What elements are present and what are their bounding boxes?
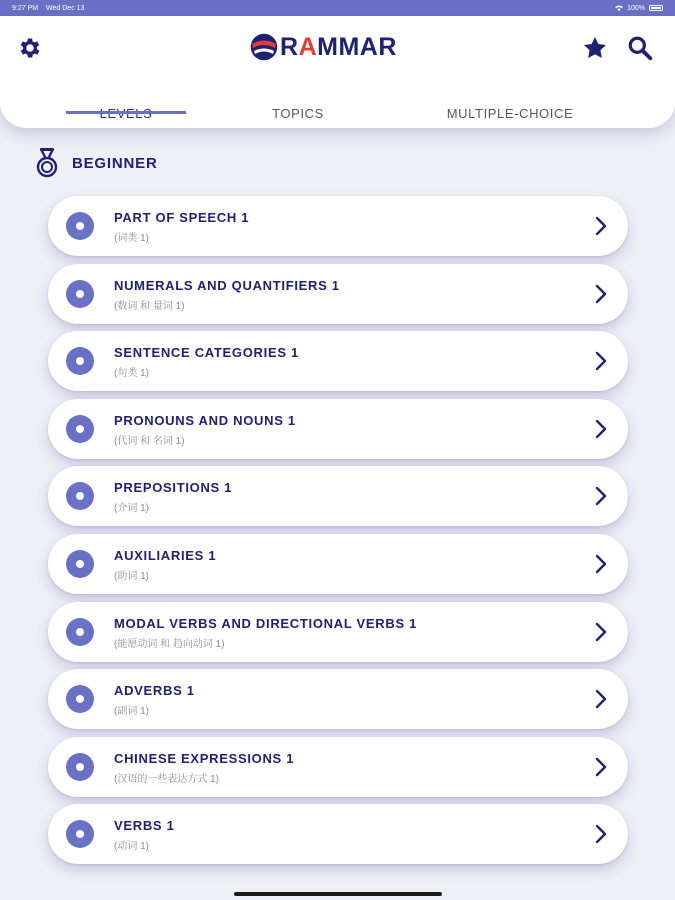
item-title: CHINESE EXPRESSIONS 1: [114, 750, 295, 766]
search-icon: [627, 35, 653, 61]
bullet-icon: [66, 482, 94, 510]
status-bar: [0, 0, 675, 16]
bullet-icon: [66, 753, 94, 781]
item-subtitle: (动词 1): [114, 841, 149, 853]
battery-icon: [649, 5, 663, 11]
settings-button[interactable]: [14, 32, 46, 64]
item-title: SENTENCE CATEGORIES 1: [114, 345, 299, 361]
app-logo: [248, 28, 397, 66]
active-tab-indicator: [66, 111, 186, 114]
item-subtitle: (词类 1): [114, 233, 149, 244]
status-date: Wed Dec 13: [46, 4, 85, 12]
bullet-icon: [66, 280, 94, 308]
home-indicator[interactable]: [234, 892, 442, 896]
list-item[interactable]: [48, 399, 628, 459]
chevron-right-icon: [594, 215, 608, 237]
item-title: MODAL VERBS AND DIRECTIONAL VERBS 1: [114, 615, 418, 631]
item-subtitle: (能愿动词 和 趋向动词 1): [114, 638, 225, 650]
bullet-icon: [66, 820, 94, 848]
list-item[interactable]: [48, 466, 628, 526]
chevron-right-icon: [594, 621, 608, 643]
bullet-icon: [66, 415, 94, 443]
section-title: BEGINNER: [72, 154, 158, 172]
bullet-icon: [66, 550, 94, 578]
item-title: PRONOUNS AND NOUNS 1: [114, 412, 296, 428]
chevron-right-icon: [594, 283, 608, 305]
bullet-icon: [66, 685, 94, 713]
bullet-icon: [66, 212, 94, 240]
item-title: VERBS 1: [114, 818, 175, 834]
chevron-right-icon: [594, 350, 608, 372]
bullet-icon: [66, 618, 94, 646]
favorites-button[interactable]: [580, 32, 610, 64]
status-time: 9:27 PM: [12, 4, 39, 12]
app-header: [0, 16, 675, 128]
item-subtitle: (句类 1): [114, 368, 149, 380]
star-icon: [582, 35, 608, 61]
list-item[interactable]: [48, 602, 628, 662]
item-title: ADVERBS 1: [114, 683, 195, 699]
logo-text-mmar: MMAR: [317, 32, 397, 61]
item-subtitle: (汉语的一些表达方式 1): [114, 773, 219, 785]
item-subtitle: (介词 1): [114, 503, 149, 515]
logo-text-a: A: [298, 32, 318, 61]
item-subtitle: (代词 和 名词 1): [114, 435, 185, 447]
list-item[interactable]: [48, 331, 628, 391]
item-title: NUMERALS AND QUANTIFIERS 1: [114, 277, 340, 293]
status-right: [615, 5, 663, 12]
bullet-icon: [66, 347, 94, 375]
item-subtitle: (副词 1): [114, 706, 149, 718]
tab-topics[interactable]: TOPICS: [272, 105, 324, 121]
list-item[interactable]: [48, 804, 628, 864]
list-item[interactable]: [48, 196, 628, 256]
tab-multiple-choice[interactable]: MULTIPLE-CHOICE: [446, 105, 574, 121]
chevron-right-icon: [594, 485, 608, 507]
logo-text-r: R: [280, 32, 299, 61]
status-left: [12, 5, 90, 12]
chevron-right-icon: [594, 756, 608, 778]
item-title: PART OF SPEECH 1: [114, 210, 250, 225]
logo-text: [280, 33, 397, 62]
item-subtitle: (助词 1): [114, 570, 149, 582]
medal-icon: [34, 148, 60, 178]
item-title: PREPOSITIONS 1: [114, 480, 233, 496]
lesson-list: [48, 196, 628, 872]
wifi-icon: [615, 5, 623, 11]
item-subtitle: (数词 和 量词 1): [114, 300, 185, 312]
chevron-right-icon: [594, 688, 608, 710]
list-item[interactable]: [48, 264, 628, 324]
logo-globe-icon: [248, 31, 280, 63]
list-item[interactable]: [48, 669, 628, 729]
section-header: [34, 148, 158, 178]
gear-icon: [17, 35, 43, 61]
list-item[interactable]: [48, 737, 628, 797]
search-button[interactable]: [624, 32, 656, 64]
chevron-right-icon: [594, 418, 608, 440]
list-item[interactable]: [48, 534, 628, 594]
battery-percent: 100%: [627, 4, 645, 12]
chevron-right-icon: [594, 823, 608, 845]
chevron-right-icon: [594, 553, 608, 575]
item-title: AUXILIARIES 1: [114, 547, 217, 563]
